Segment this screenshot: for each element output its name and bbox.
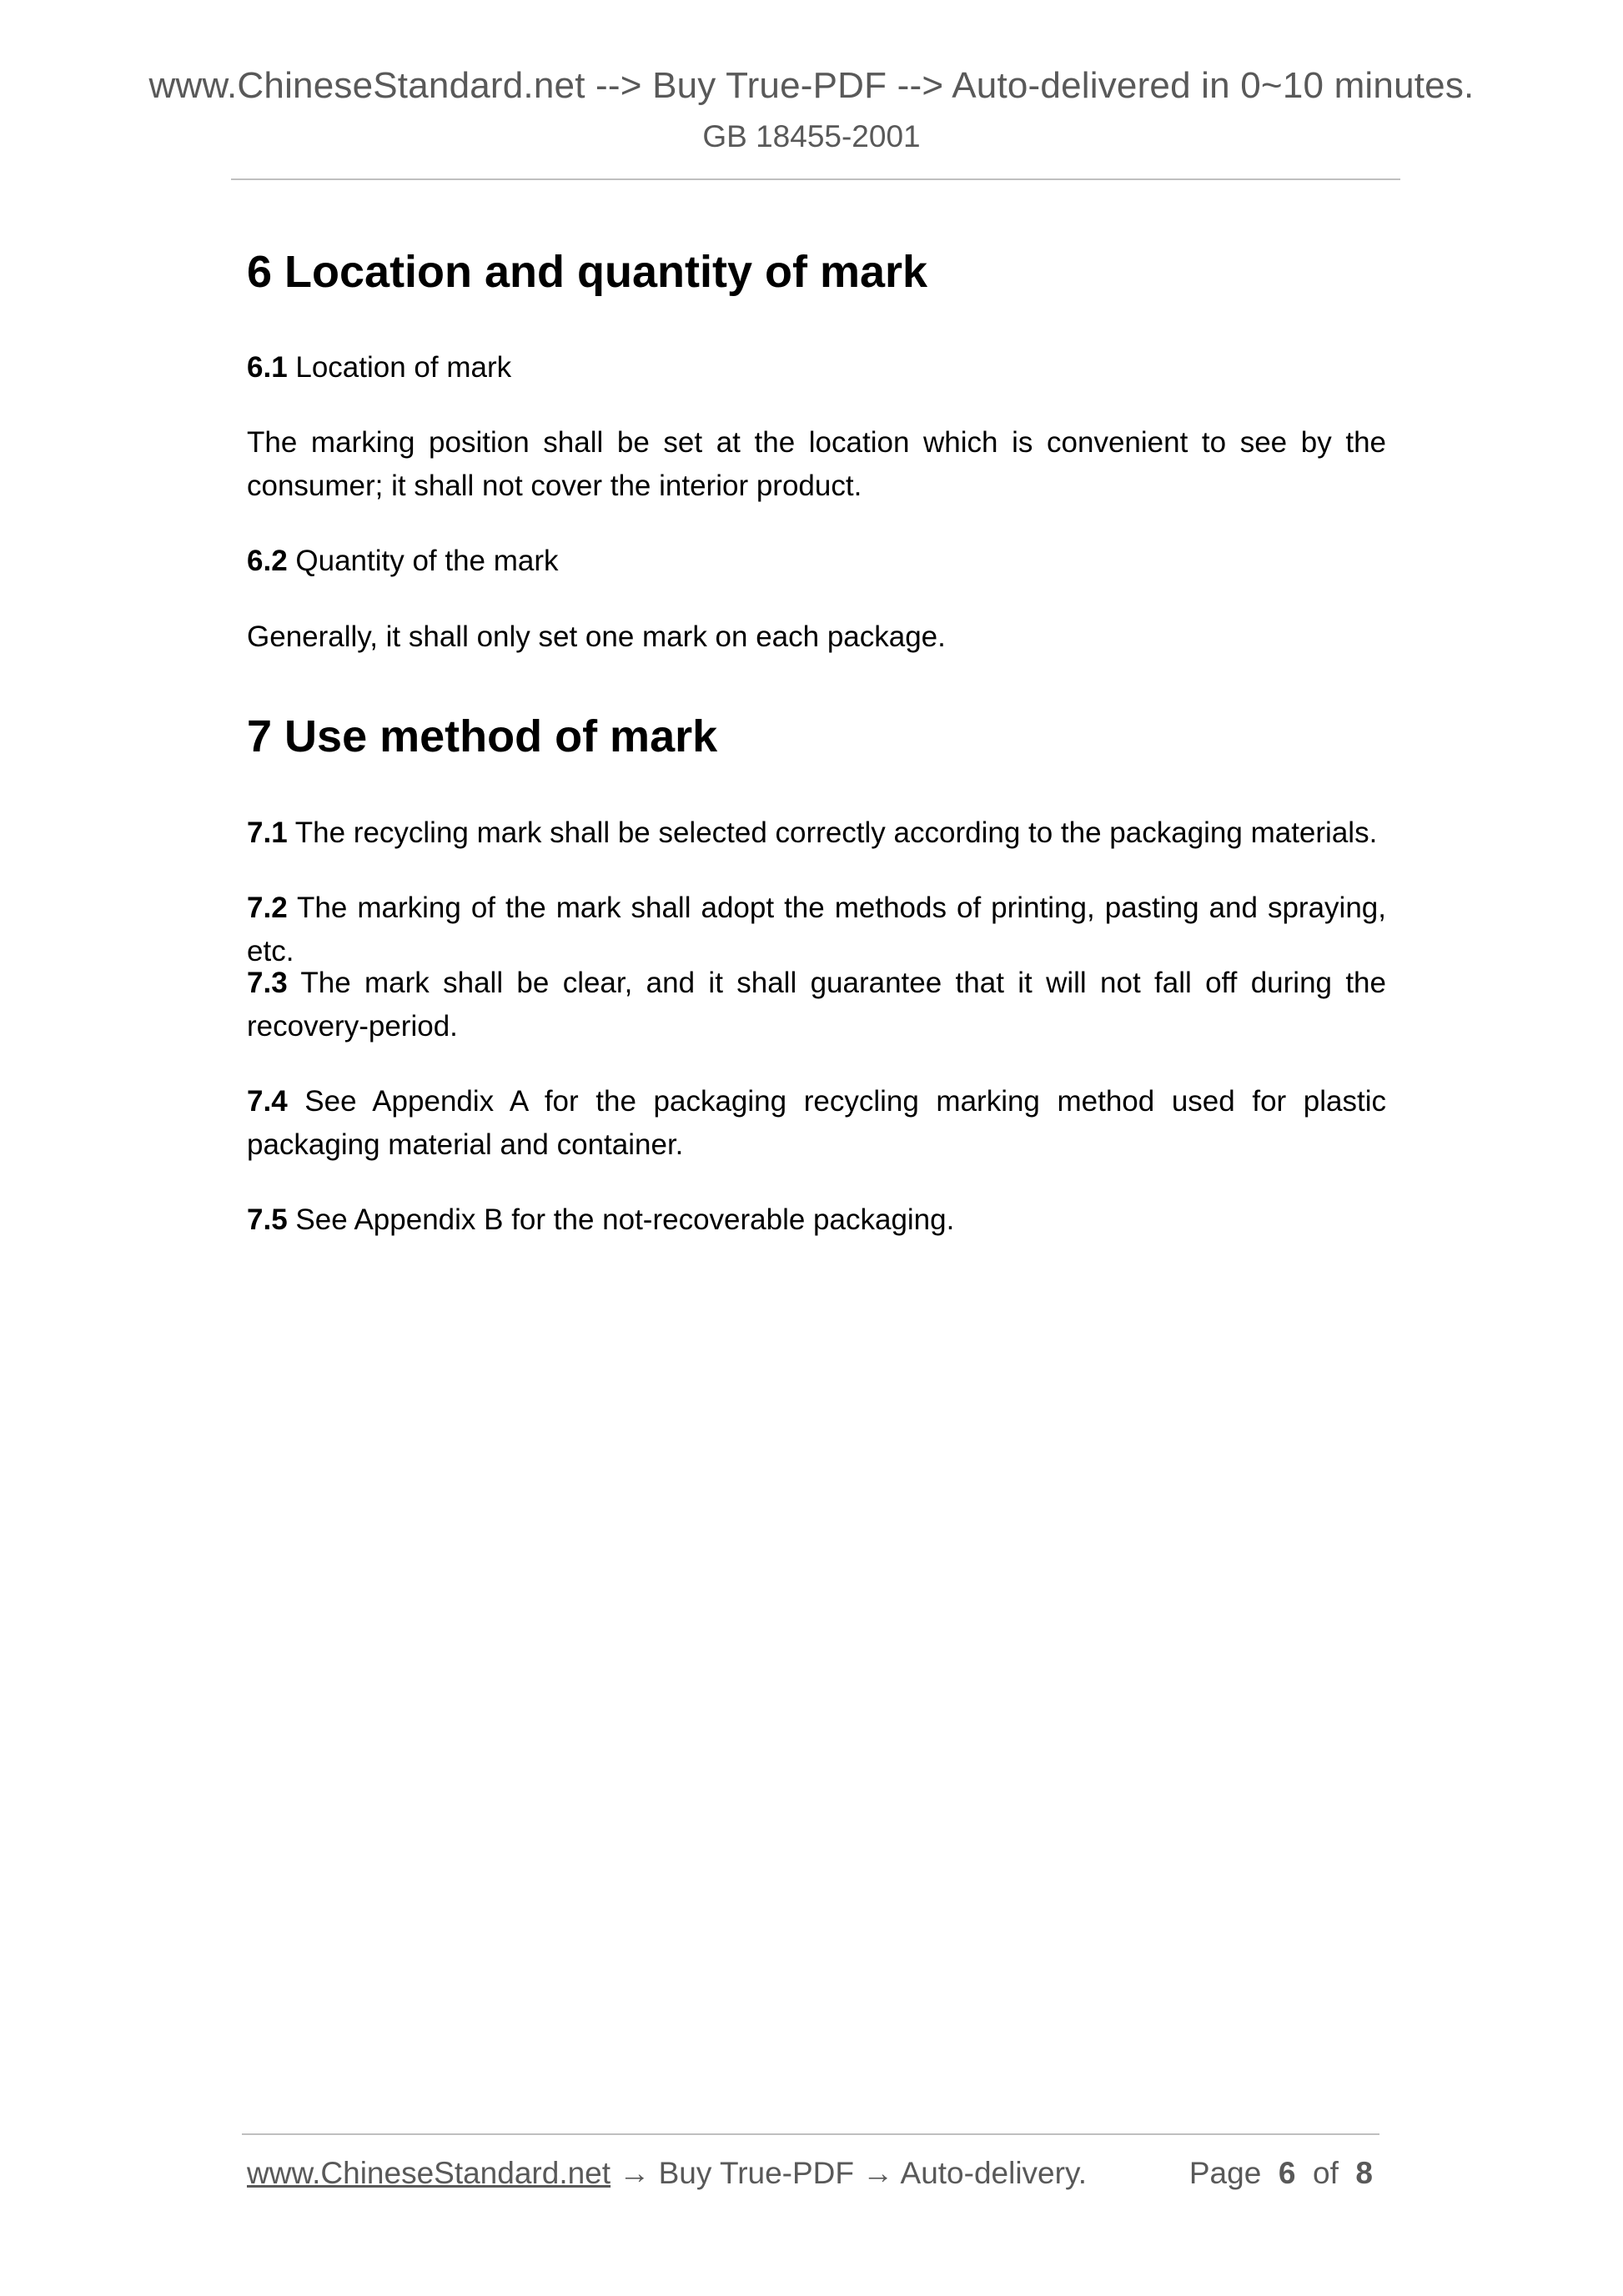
- clause-6-1: [247, 346, 1386, 389]
- clause-text: Generally, it shall only set one mark on each package.: [247, 620, 946, 653]
- page-total: 8: [1355, 2156, 1373, 2190]
- clause-7-3: [247, 962, 1386, 1048]
- clause-text: Location of mark: [287, 351, 512, 384]
- footer-promo: [247, 2156, 1087, 2191]
- clause-6-2-body: [247, 615, 1386, 659]
- standard-number: GB 18455-2001: [702, 119, 921, 153]
- page-current: 6: [1278, 2156, 1296, 2190]
- header-banner: www.ChineseStandard.net --> Buy True-PDF --> Auto-delivered in 0~10 minutes.: [148, 65, 1475, 106]
- clause-6-1-body: [247, 421, 1386, 508]
- clause-number: 7.4: [247, 1085, 288, 1118]
- page-word: Page: [1188, 2156, 1262, 2190]
- header-divider: [231, 178, 1400, 180]
- clause-number: 7.1: [247, 816, 288, 849]
- clause-number: 7.2: [247, 892, 288, 924]
- footer-promo-text: → Buy True-PDF → Auto-delivery.: [611, 2156, 1087, 2190]
- section-6: [247, 242, 1386, 302]
- section-6-heading: 6 Location and quantity of mark: [247, 247, 928, 297]
- clause-text: The recycling mark shall be selected correctly according to the packaging materials.: [287, 816, 1378, 849]
- clause-text: See Appendix B for the not-recoverable packaging.: [287, 1203, 955, 1236]
- section-7-heading: 7 Use method of mark: [247, 711, 718, 761]
- clause-6-2: [247, 540, 1386, 583]
- clause-7-1: [247, 811, 1386, 855]
- clause-text: See Appendix A for the packaging recycling marking method used for plastic packaging material and container.: [247, 1085, 1386, 1161]
- clause-7-2: [247, 887, 1386, 973]
- clause-number: 6.2: [247, 545, 288, 577]
- footer-site-link[interactable]: www.ChineseStandard.net: [247, 2156, 611, 2190]
- clause-number: 7.3: [247, 967, 288, 999]
- page-indicator: [1189, 2156, 1373, 2191]
- clause-text: The marking of the mark shall adopt the methods of printing, pasting and spraying, etc.: [247, 892, 1386, 967]
- footer-divider: [242, 2133, 1379, 2135]
- clause-text: Quantity of the mark: [287, 545, 559, 577]
- clause-number: 7.5: [247, 1203, 288, 1236]
- clause-text: The marking position shall be set at the location which is convenient to see by the consumer; it shall not cover the interior product.: [247, 426, 1386, 502]
- clause-7-4: [247, 1080, 1386, 1167]
- clause-text: The mark shall be clear, and it shall guarantee that it will not fall off during the recovery-period.: [247, 967, 1386, 1042]
- section-7: [247, 706, 1386, 766]
- of-word: of: [1313, 2156, 1339, 2190]
- clause-7-5: [247, 1198, 1386, 1242]
- clause-number: 6.1: [247, 351, 288, 384]
